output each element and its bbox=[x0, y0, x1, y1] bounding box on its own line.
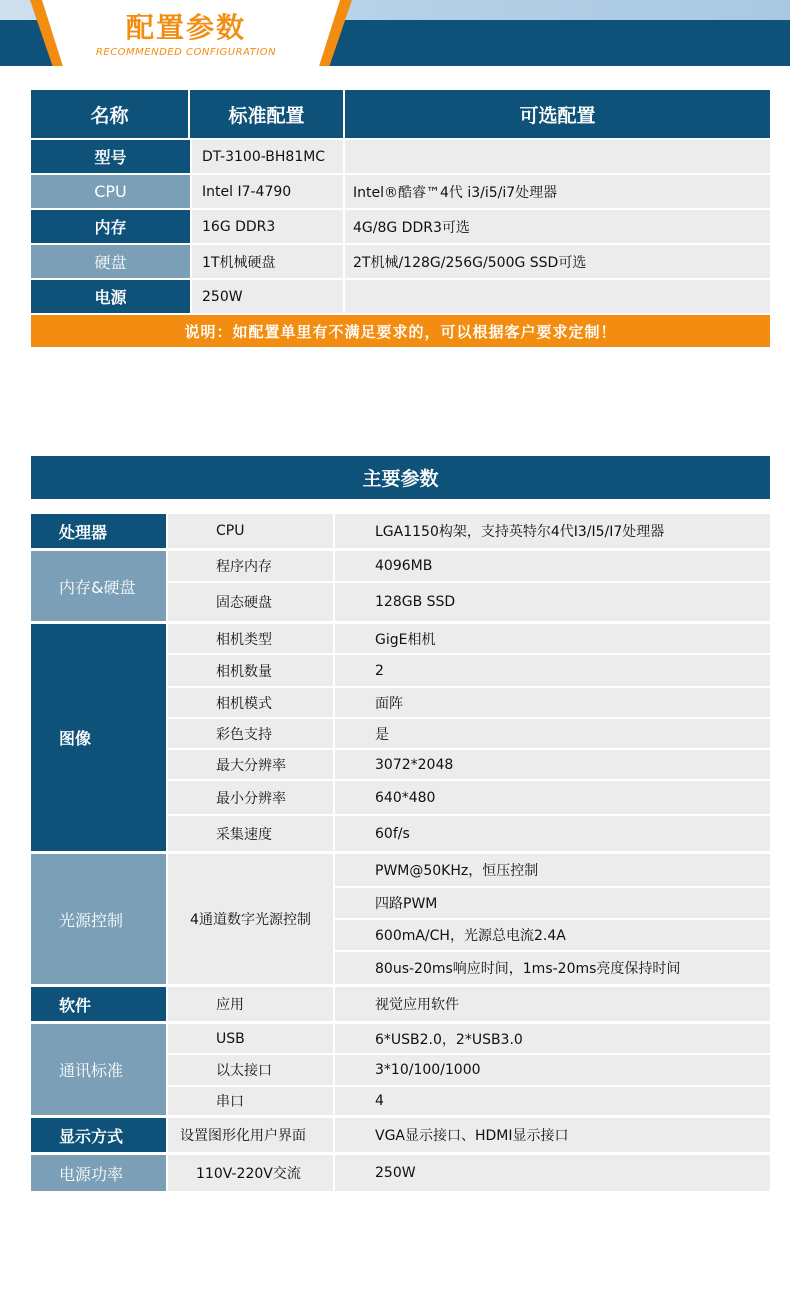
banner-subtitle: RECOMMENDED CONFIGURATION bbox=[95, 47, 277, 58]
row-value: 640*480 bbox=[375, 789, 436, 806]
row-value: 3072*2048 bbox=[375, 756, 454, 773]
row-key: CPU bbox=[166, 514, 335, 548]
group-image bbox=[31, 624, 770, 854]
row-value: 600mA/CH，光源总电流2.4A bbox=[375, 928, 566, 944]
group-software bbox=[31, 987, 770, 1024]
row-value: 6*USB2.0，2*USB3.0 bbox=[375, 1031, 523, 1048]
table-row bbox=[166, 1055, 770, 1087]
config-header-optional: 可选配置 bbox=[519, 104, 596, 127]
table-row bbox=[166, 655, 770, 688]
banner-title: 配置参数 bbox=[125, 11, 246, 44]
group-label: 内存&硬盘 bbox=[31, 551, 166, 621]
table-row bbox=[166, 514, 770, 548]
row-value: 4 bbox=[375, 1093, 384, 1109]
row-key: 采集速度 bbox=[166, 816, 335, 851]
header-banner bbox=[0, 0, 790, 66]
row-value: 128GB SSD bbox=[375, 594, 456, 610]
row-key: 彩色支持 bbox=[166, 719, 335, 748]
table-row bbox=[335, 952, 770, 984]
table-row bbox=[335, 920, 770, 952]
config-row-standard: Intel I7-4790 bbox=[190, 175, 345, 208]
config-row-name: 电源 bbox=[31, 280, 190, 313]
row-value: 2 bbox=[375, 662, 384, 679]
config-row-disk bbox=[31, 243, 770, 278]
table-row bbox=[166, 1024, 770, 1055]
main-params-table bbox=[31, 514, 770, 1191]
table-row bbox=[166, 1155, 770, 1191]
table-row bbox=[335, 854, 770, 888]
table-row bbox=[166, 987, 770, 1021]
config-row-optional bbox=[345, 280, 770, 313]
row-key: 应用 bbox=[166, 987, 335, 1021]
row-value: VGA显示接口、HDMI显示接口 bbox=[375, 1128, 569, 1144]
group-memory-disk bbox=[31, 551, 770, 624]
group-communication bbox=[31, 1024, 770, 1118]
config-row-standard: 1T机械硬盘 bbox=[190, 245, 345, 278]
table-row bbox=[166, 551, 770, 583]
group-label: 光源控制 bbox=[31, 854, 166, 984]
row-key: 串口 bbox=[166, 1087, 335, 1115]
row-value: 是 bbox=[375, 726, 389, 743]
group-label: 电源功率 bbox=[31, 1155, 166, 1191]
config-row-name: 内存 bbox=[31, 210, 190, 243]
config-header-name: 名称 bbox=[31, 90, 190, 138]
group-power bbox=[31, 1155, 770, 1191]
config-row-optional: 2T机械/128G/256G/500G SSD可选 bbox=[345, 245, 770, 278]
row-value: 四路PWM bbox=[375, 896, 438, 912]
row-key: USB bbox=[166, 1024, 335, 1053]
group-label: 通讯标准 bbox=[31, 1024, 166, 1115]
row-key: 相机模式 bbox=[166, 688, 335, 717]
row-value: 面阵 bbox=[375, 695, 403, 712]
row-value: PWM@50KHz，恒压控制 bbox=[375, 863, 539, 879]
config-row-name: 硬盘 bbox=[31, 245, 190, 278]
config-note: 说明：如配置单里有不满足要求的，可以根据客户要求定制！ bbox=[31, 313, 770, 347]
group-label: 处理器 bbox=[31, 514, 166, 548]
table-row bbox=[166, 583, 770, 621]
row-value: GigE相机 bbox=[375, 631, 436, 648]
row-value: 视觉应用软件 bbox=[375, 997, 459, 1013]
table-row bbox=[166, 816, 770, 851]
group-processor bbox=[31, 514, 770, 551]
table-row bbox=[166, 688, 770, 719]
row-key: 最小分辨率 bbox=[166, 781, 335, 814]
config-row-power bbox=[31, 278, 770, 313]
row-key: 相机数量 bbox=[166, 655, 335, 686]
table-row bbox=[166, 750, 770, 781]
config-row-optional: 4G/8G DDR3可选 bbox=[345, 210, 770, 243]
table-row bbox=[335, 888, 770, 920]
main-params-title: 主要参数 bbox=[31, 456, 770, 499]
config-row-name: CPU bbox=[31, 175, 190, 208]
row-key: 设置图形化用户界面 bbox=[166, 1118, 335, 1152]
table-row bbox=[166, 624, 770, 655]
table-row bbox=[166, 781, 770, 816]
row-value: LGA1150构架，支持英特尔4代I3/I5/I7处理器 bbox=[375, 524, 665, 540]
row-key: 最大分辨率 bbox=[166, 750, 335, 779]
config-row-standard: DT-3100-BH81MC bbox=[190, 140, 345, 173]
config-row-memory bbox=[31, 208, 770, 243]
row-key: 110V-220V交流 bbox=[166, 1155, 335, 1191]
row-value: 250W bbox=[375, 1165, 416, 1181]
row-key: 程序内存 bbox=[166, 551, 335, 581]
row-key: 相机类型 bbox=[166, 624, 335, 653]
config-row-standard: 16G DDR3 bbox=[190, 210, 345, 243]
config-table-header bbox=[31, 90, 770, 138]
group-display bbox=[31, 1118, 770, 1155]
merged-key: 4通道数字光源控制 bbox=[166, 854, 335, 984]
table-row bbox=[166, 1087, 770, 1115]
config-row-optional bbox=[345, 140, 770, 173]
config-row-name: 型号 bbox=[31, 140, 190, 173]
row-value: 80us-20ms响应时间，1ms-20ms亮度保持时间 bbox=[375, 961, 681, 977]
row-value: 3*10/100/1000 bbox=[375, 1062, 481, 1078]
config-header-standard: 标准配置 bbox=[190, 90, 345, 138]
table-row bbox=[166, 719, 770, 750]
config-row-optional: Intel®酷睿™4代 i3/i5/i7处理器 bbox=[345, 175, 770, 208]
config-table bbox=[31, 90, 770, 347]
row-key: 以太接口 bbox=[166, 1055, 335, 1085]
group-label: 显示方式 bbox=[31, 1118, 166, 1152]
group-label: 图像 bbox=[31, 624, 166, 851]
config-row-standard: 250W bbox=[190, 280, 345, 313]
group-label: 软件 bbox=[31, 987, 166, 1021]
table-row bbox=[166, 1118, 770, 1152]
config-row-model bbox=[31, 138, 770, 173]
config-row-cpu bbox=[31, 173, 770, 208]
row-key: 固态硬盘 bbox=[166, 583, 335, 621]
row-value: 4096MB bbox=[375, 558, 433, 574]
group-light-control bbox=[31, 854, 770, 987]
row-value: 60f/s bbox=[375, 825, 410, 842]
